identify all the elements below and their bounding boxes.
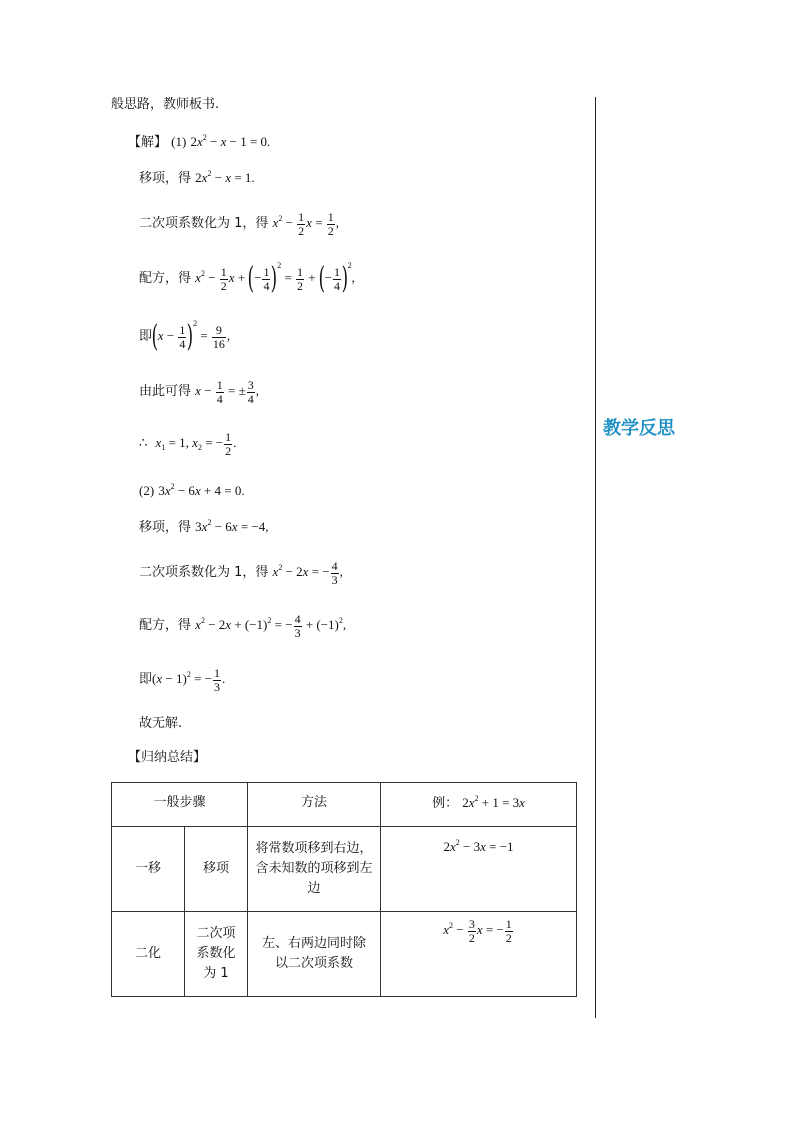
solution-label: 【解】 [128,135,168,150]
equation-ie-1: (x − $\frac{1}{4}$ )2 = $\frac{9}{16}$ , [151,319,231,355]
equation-move-2: $3x^2 - 6x = -4$, [195,518,269,534]
equation-1: $2x^2 - x - 1 = 0$. [190,133,271,149]
equation-ie-2: $(x - 1)^2$ = − $\frac{1}{3}$ . [152,665,226,694]
part2-label: (2) [139,483,155,498]
row1-example-equation: $2x^2 - 3x = -1$ [443,838,514,854]
ie-label-2: 即 [139,672,153,687]
ie-label: 即 [139,329,153,344]
part1-label: (1) [171,134,187,149]
part2-header [139,483,245,500]
row1-substep: 移项 [185,827,248,912]
row1-step: 一移 [112,827,185,912]
equation-coef-1: $x^2$ − $\frac{1}{2}$ x = $\frac{1}{2}$ , [272,209,340,238]
move-label: 移项，得 [139,171,192,186]
step-coef-1 [139,206,339,241]
step-move-1 [139,170,255,187]
equation-coef-2: $x^2 - 2x$ = − $\frac{4}{3}$ , [272,558,343,587]
header-example [381,783,577,827]
summary-table [111,782,577,997]
intro-text: 般思路，教师板书. [111,97,220,112]
row1-example [381,827,577,912]
equation-move-1: $2x^2 - x = 1$. [195,169,255,185]
table-row [112,912,577,997]
equation-hence: x − $\frac{1}{4}$ = ± $\frac{3}{4}$ , [195,377,259,406]
move-label-2: 移项，得 [139,520,192,535]
equation-2: $3x^2 - 6x + 4 = 0$. [158,482,245,498]
coef-label-2: 二次项系数化为 1，得 [139,565,269,580]
equation-complete-1: $x^2$ − $\frac{1}{2}$ x + (− $\frac{1}{4}$ )2 = $\frac{1}{2}$ + (− $\frac{1}{4}$ )2, [195,261,355,297]
step-ie-1 [139,318,230,355]
step-ie-2 [139,662,225,697]
row2-step: 二化 [112,912,185,997]
teaching-reflection-title: 教学反思 [603,418,675,439]
step-therefore [139,426,236,461]
row2-example [381,912,577,997]
summary-heading: 【归纳总结】 [128,750,207,765]
step-complete-2 [139,608,346,643]
no-solution-text: 故无解. [139,716,183,731]
equation-roots: $x_1 = 1$, $x_2$ = − $\frac{1}{2}$ . [155,429,237,458]
row2-method: 左、右两边同时除以二次项系数 [248,912,381,997]
table-header-row [112,783,577,827]
step-complete-1 [139,260,355,297]
example-equation: $2x^2 + 1 = 3x$ [462,794,525,810]
row2-substep: 二次项系数化为 1 [185,912,248,997]
complete-label: 配方，得 [139,271,192,286]
header-method: 方法 [248,783,381,827]
complete-label-2: 配方，得 [139,618,192,633]
therefore-symbol: ∴ [139,436,148,451]
row2-example-equation: $x^2$ − $\frac{3}{2}$ x = − $\frac{1}{2}$ [443,917,512,945]
solution-header [128,134,270,151]
header-steps: 一般步骤 [112,783,248,827]
step-hence [139,374,259,409]
example-label: 例： [432,796,459,811]
step-coef-2 [139,555,343,590]
equation-complete-2: $x^2 - 2x + (-1)^2$ = − $\frac{4}{3}$ + $(-1)^2$, [195,611,347,640]
step-move-2 [139,519,268,536]
hence-label: 由此可得 [139,384,192,399]
row1-method: 将常数项移到右边，含未知数的项移到左边 [248,827,381,912]
column-divider [595,97,596,1018]
coef-label: 二次项系数化为 1，得 [139,216,269,231]
table-row [112,827,577,912]
